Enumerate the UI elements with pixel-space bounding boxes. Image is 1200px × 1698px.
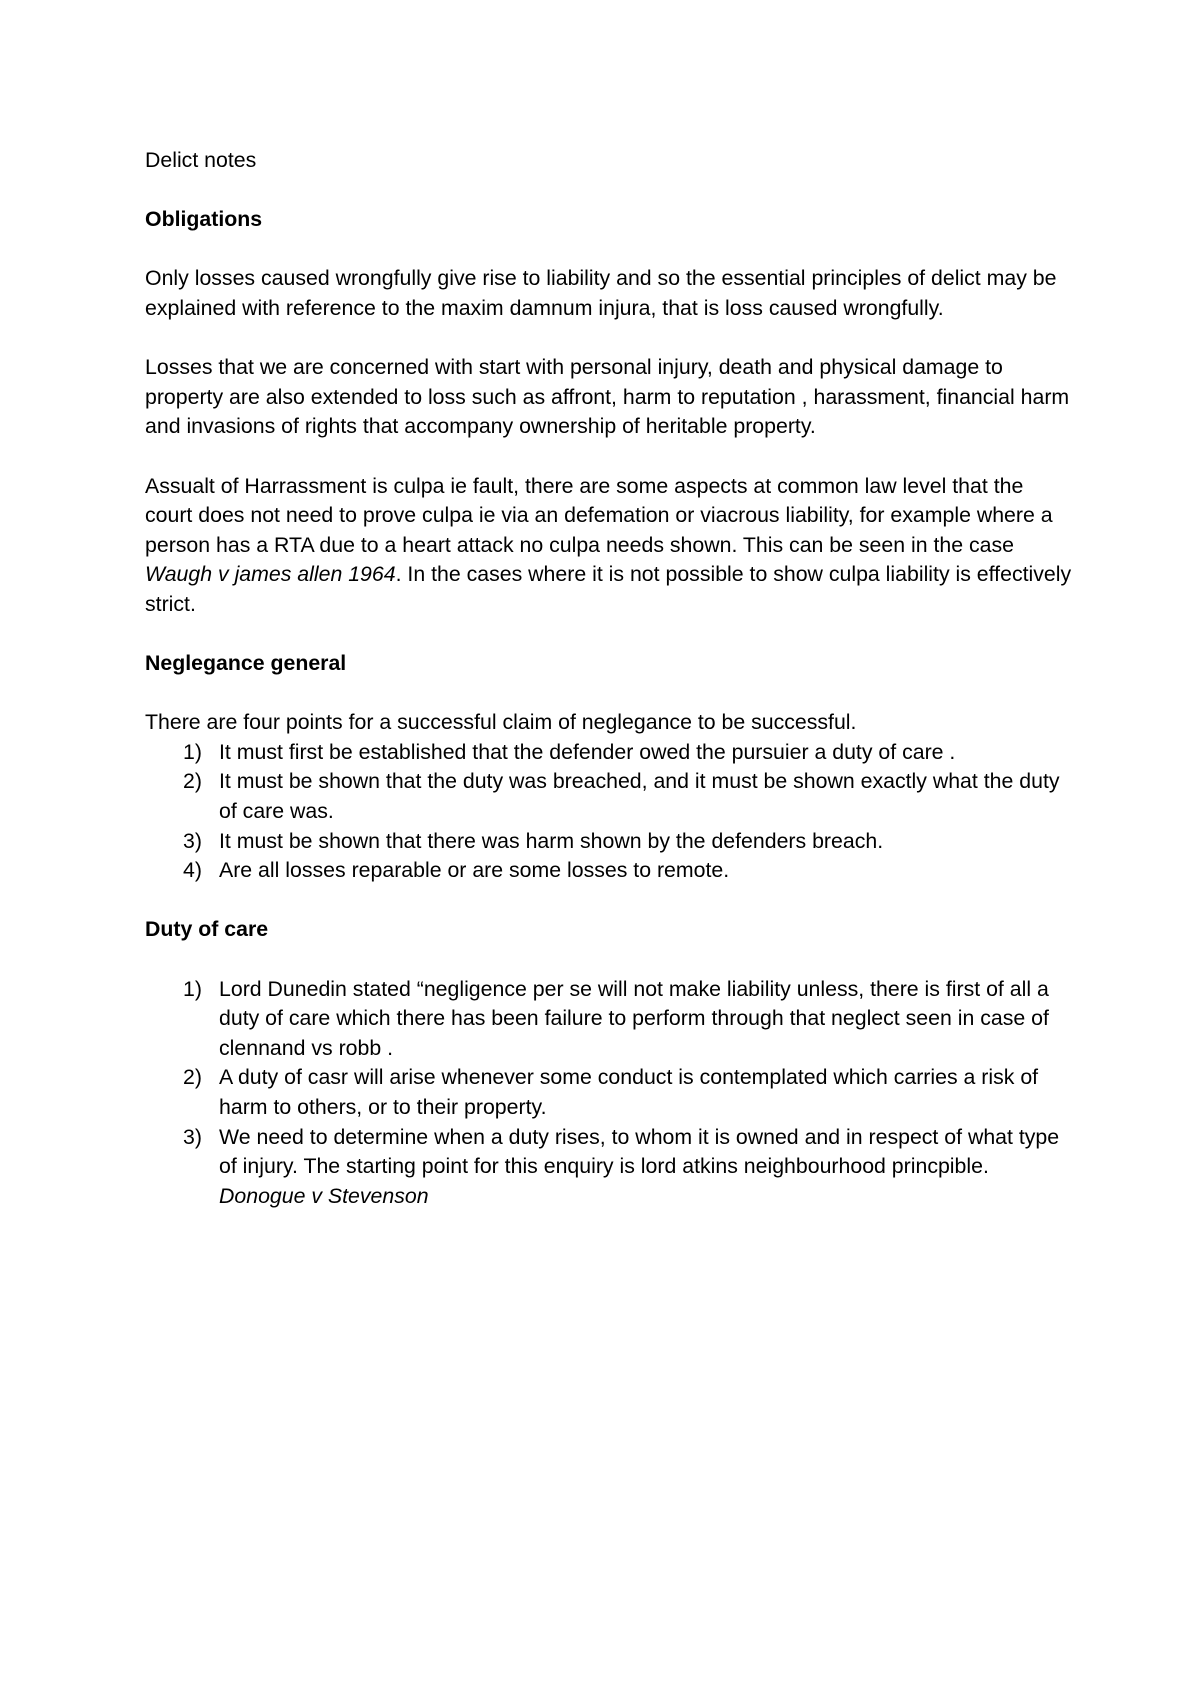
list-item-text: Are all losses reparable or are some losses to remote. <box>219 858 730 883</box>
list-item-text: A duty of casr will arise whenever some conduct is contemplated which carries a risk of harm to others, or to their property. <box>219 1065 1039 1119</box>
negligence-points-list <box>145 738 1075 886</box>
list-item-number: 3) <box>183 828 202 853</box>
list-item <box>145 975 1075 1064</box>
list-item <box>145 1123 1075 1212</box>
heading-obligations: Obligations <box>145 207 263 232</box>
list-item-number: 2) <box>183 1065 202 1090</box>
list-item <box>145 738 1075 768</box>
list-item-text: We need to determine when a duty rises, to whom it is owned and in respect of what type of injury. The starting point for this enquiry is lord atkins neighbourhood princpible. <box>219 1124 1060 1179</box>
list-item-number: 1) <box>183 976 202 1001</box>
paragraph-obligations-3-text-a: Assualt of Harrassment is culpa ie fault, there are some aspects at common law level that the court does not need to prove culpa ie via an defemation or viacrous liability, for example where a person has a RTA due to a heart attack no culpa needs shown. This can be seen in the case <box>145 473 1053 557</box>
list-item-number: 2) <box>183 769 202 794</box>
paragraph-obligations-2: Losses that we are concerned with start with personal injury, death and physical damage to property are also extended to loss such as affront, harm to reputation , harassment, financial harm and invasions of rights that accompany ownership of heritable property. <box>145 355 1070 439</box>
list-item <box>145 827 1075 857</box>
list-item-number: 4) <box>183 858 202 883</box>
list-item <box>145 767 1075 826</box>
list-item-text: It must be shown that the duty was breached, and it must be shown exactly what the duty of care was. <box>219 769 1060 824</box>
list-item-number: 3) <box>183 1124 202 1149</box>
paragraph-obligations-1: Only losses caused wrongfully give rise to liability and so the essential principles of delict may be explained with reference to the maxim damnum injura, that is loss caused wrongfully. <box>145 266 1057 320</box>
paragraph-obligations-3 <box>145 472 1075 620</box>
list-item-text: It must first be established that the defender owed the pursuier a duty of care . <box>219 739 956 764</box>
paragraph-obligations-3-text-b: . In the cases where it is not possible to show culpa liability is effectively strict. <box>145 562 1072 616</box>
document-body <box>145 146 1075 1241</box>
list-item <box>145 1063 1075 1122</box>
heading-negligence-general: Neglegance general <box>145 651 347 676</box>
heading-duty-of-care: Duty of care <box>145 917 269 942</box>
duty-of-care-list <box>145 975 1075 1212</box>
document-title: Delict notes <box>145 148 257 172</box>
list-item-number: 1) <box>183 739 202 764</box>
list-item-text: Lord Dunedin stated “negligence per se will not make liability unless, there is first of all a duty of care which there has been failure to perform through that neglect seen in case of clennand vs robb . <box>219 976 1049 1060</box>
case-citation-waugh: Waugh v james allen 1964 <box>145 562 396 587</box>
paragraph-negligence-intro: There are four points for a successful claim of neglegance to be successful. <box>145 710 857 735</box>
list-item-text: It must be shown that there was harm shown by the defenders breach. <box>219 828 884 853</box>
list-item <box>145 856 1075 886</box>
case-citation-donogue: Donogue v Stevenson <box>219 1183 429 1208</box>
